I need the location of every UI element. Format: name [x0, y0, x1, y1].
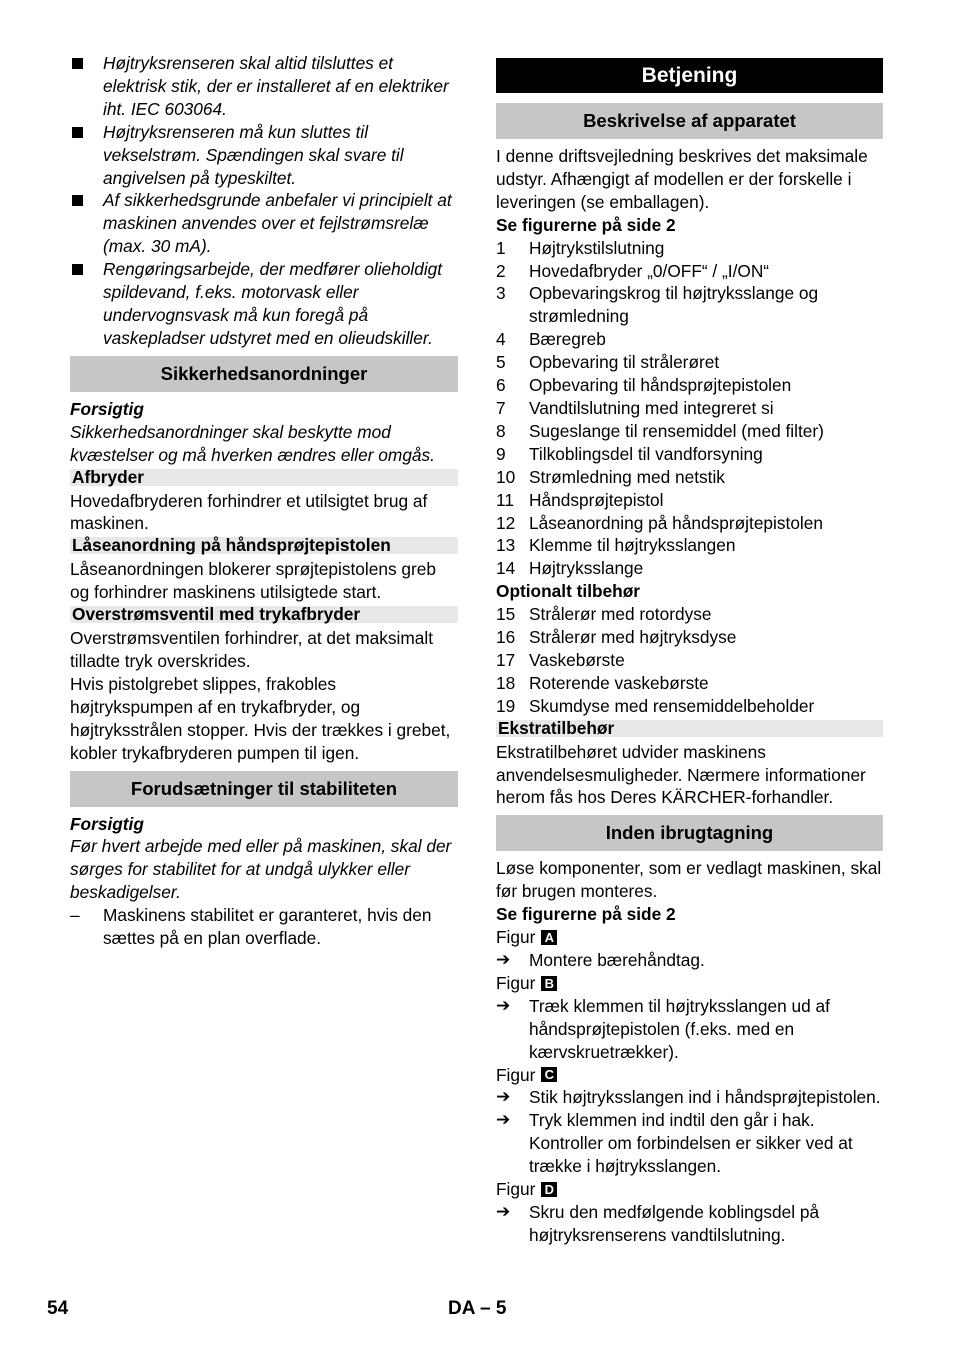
list-item-text: Strømledning med netstik	[529, 466, 725, 487]
figure-label: Figur	[496, 927, 536, 948]
list-item-text: Roterende vaskebørste	[529, 672, 709, 693]
list-item-number: 12	[496, 512, 516, 533]
chapter-heading-betjening: Betjening	[496, 58, 883, 93]
list-item-text: Skumdyse med rensemiddelbeholder	[529, 695, 815, 716]
figure-ref-d	[496, 1178, 883, 1201]
list-item-text: Højtryksslange	[529, 558, 644, 579]
dash-item	[70, 904, 458, 950]
instruction-step	[496, 995, 883, 1064]
paragraph: Hovedafbryderen forhindrer et utilsigtet brug af maskinen.	[70, 490, 428, 534]
step-text: Montere bærehåndtag.	[529, 950, 705, 970]
list-item-text: Håndsprøjtepistol	[529, 489, 664, 510]
page-label: DA – 5	[448, 1298, 507, 1319]
paragraph: Ekstratilbehøret udvider maskinens anvendelsesmuligheder. Nærmere informationer herom fås hos Deres KÄRCHER-forhandler.	[496, 741, 866, 808]
list-item	[496, 672, 883, 695]
list-item-number: 5	[496, 352, 506, 373]
list-item-number: 15	[496, 604, 516, 625]
list-item-text: Hovedafbryder „0/OFF“ / „I/ON“	[529, 260, 770, 281]
list-item	[496, 512, 883, 535]
list-item	[496, 443, 883, 466]
list-item-number: 11	[496, 489, 514, 510]
list-item-text: Strålerør med højtryksdyse	[529, 627, 737, 648]
list-item	[496, 420, 883, 443]
step-text: Træk klemmen til højtryksslangen ud af håndsprøjtepistolen (f.eks. med en kærvskruetrækker).	[529, 995, 830, 1062]
component-list	[496, 237, 883, 581]
subheading-laaseanordning: Låseanordning på håndsprøjtepistolen	[70, 537, 458, 554]
list-item	[496, 557, 883, 580]
optional-accessories-label: Optionalt tilbehør	[496, 581, 640, 602]
list-item	[496, 603, 883, 626]
bullet-item	[70, 52, 458, 121]
bullet-square-icon	[70, 189, 103, 258]
bullet-text: Rengøringsarbejde, der medfører olieholdigt spildevand, f.eks. motorvask eller undervognsvask må kun foregå på vaskepladser udstyret med en olieudskiller.	[103, 259, 443, 348]
figure-ref-c	[496, 1064, 883, 1087]
bullet-square-icon	[70, 258, 103, 350]
arrow-right-icon: ➔	[496, 995, 511, 1016]
caution-text: Før hvert arbejde med eller på maskinen, skal der sørges for stabilitet for at undgå ulykker eller beskadigelser.	[70, 836, 452, 903]
arrow-right-icon: ➔	[496, 950, 511, 970]
list-item-text: Opbevaringskrog til højtryksslange og strømledning	[529, 283, 819, 327]
bullet-item	[70, 189, 458, 258]
list-item-text: Vaskebørste	[529, 649, 625, 670]
instruction-step	[496, 1109, 883, 1178]
instruction-step	[496, 949, 883, 972]
caution-label: Forsigtig	[70, 813, 144, 834]
list-item-text: Vandtilslutning med integreret si	[529, 397, 774, 418]
instruction-step	[496, 1201, 883, 1247]
list-item-number: 2	[496, 260, 506, 281]
list-item-text: Låseanordning på håndsprøjtepistolen	[529, 512, 823, 533]
list-item-number: 9	[496, 443, 506, 464]
list-item-text: Bæregreb	[529, 329, 606, 350]
list-item	[496, 328, 883, 351]
list-item	[496, 466, 883, 489]
section-heading-sikkerhedsanordninger: Sikkerhedsanordninger	[70, 356, 458, 392]
left-column	[70, 52, 458, 950]
dash-marker: –	[70, 905, 80, 926]
list-item-number: 6	[496, 375, 506, 396]
paragraph: Løse komponenter, som er vedlagt maskinen, skal før brugen monteres.	[496, 858, 882, 902]
dash-text: Maskinens stabilitet er garanteret, hvis den sættes på en plan overflade.	[103, 905, 432, 949]
figure-letter-box: D	[541, 1182, 557, 1197]
see-figures-label: Se figurerne på side 2	[496, 214, 676, 235]
list-item-number: 18	[496, 672, 516, 693]
section-heading-inden-ibrugtagning: Inden ibrugtagning	[496, 815, 883, 851]
arrow-right-icon: ➔	[496, 1110, 511, 1131]
list-item	[496, 534, 883, 557]
list-item-text: Tilkoblingsdel til vandforsyning	[529, 443, 763, 464]
optional-list	[496, 603, 883, 718]
step-text: Skru den medfølgende koblingsdel på højtryksrenserens vandtilslutning.	[529, 1201, 820, 1245]
list-item	[496, 489, 883, 512]
list-item	[496, 282, 883, 328]
bullet-text: Højtryksrenseren må kun sluttes til vekselstrøm. Spændingen skal svare til angivelsen på typeskiltet.	[103, 121, 404, 188]
list-item-number: 16	[496, 627, 516, 648]
figure-label: Figur	[496, 1064, 536, 1085]
subheading-overstroemsventil: Overstrømsventil med trykafbryder	[70, 606, 458, 623]
step-text: Tryk klemmen ind indtil den går i hak. Kontroller om forbindelsen er sikker ved at trække i højtryksslangen.	[529, 1110, 853, 1177]
figure-ref-a	[496, 926, 883, 949]
list-item-number: 3	[496, 283, 506, 304]
list-item-number: 10	[496, 466, 516, 487]
list-item-number: 19	[496, 695, 516, 716]
subheading-afbryder: Afbryder	[70, 469, 458, 486]
step-text: Stik højtryksslangen ind i håndsprøjtepistolen.	[529, 1087, 881, 1108]
see-figures-label: Se figurerne på side 2	[496, 904, 676, 925]
bullet-text: Højtryksrenseren skal altid tilsluttes et elektrisk stik, der er installeret af en elektriker iht. IEC 603064.	[103, 53, 449, 119]
list-item-number: 14	[496, 558, 516, 579]
list-item	[496, 397, 883, 420]
list-item	[496, 260, 883, 283]
list-item-text: Sugeslange til rensemiddel (med filter)	[529, 420, 824, 441]
bullet-square-icon	[70, 121, 103, 190]
list-item-number: 1	[496, 237, 506, 258]
list-item-text: Opbevaring til håndsprøjtepistolen	[529, 375, 792, 396]
arrow-right-icon: ➔	[496, 1087, 511, 1108]
list-item-text: Opbevaring til strålerøret	[529, 352, 720, 373]
bullet-item	[70, 258, 458, 350]
list-item	[496, 649, 883, 672]
list-item	[496, 374, 883, 397]
subheading-ekstratilbehoer: Ekstratilbehør	[496, 720, 883, 737]
list-item-number: 8	[496, 420, 506, 441]
list-item	[496, 626, 883, 649]
section-heading-stabilitet: Forudsætninger til stabiliteten	[70, 771, 458, 807]
section-heading-beskrivelse: Beskrivelse af apparatet	[496, 103, 883, 139]
list-item	[496, 237, 883, 260]
list-item-number: 13	[496, 535, 516, 556]
figure-letter-box: C	[541, 1067, 557, 1082]
list-item	[496, 695, 883, 718]
right-column	[496, 52, 883, 1247]
caution-label: Forsigtig	[70, 398, 144, 419]
list-item-number: 17	[496, 649, 516, 670]
list-item-number: 7	[496, 397, 506, 418]
figure-label: Figur	[496, 1179, 536, 1200]
bullet-item	[70, 121, 458, 190]
paragraph: Overstrømsventilen forhindrer, at det maksimalt tilladte tryk overskrides.	[70, 628, 434, 672]
list-item	[496, 351, 883, 374]
arrow-right-icon: ➔	[496, 1201, 511, 1222]
figure-label: Figur	[496, 972, 536, 993]
bullet-text: Af sikkerhedsgrunde anbefaler vi principielt at maskinen anvendes over et fejlstrømsrelæ (max. 30 mA).	[103, 190, 452, 257]
paragraph: Låseanordningen blokerer sprøjtepistolens greb og forhindrer maskinens utilsigtede start.	[70, 559, 437, 603]
bullet-square-icon	[70, 52, 103, 121]
caution-text: Sikkerhedsanordninger skal beskytte mod kvæstelser og må hverken ændres eller omgås.	[70, 421, 435, 465]
figure-ref-b	[496, 972, 883, 995]
list-item-text: Strålerør med rotordyse	[529, 604, 712, 625]
paragraph: Hvis pistolgrebet slippes, frakobles højtrykspumpen af en trykafbryder, og højtryksstrålen stopper. Hvis der trækkes i grebet, kobler trykafbryderen pumpen til igen.	[70, 673, 451, 763]
paragraph: I denne driftsvejledning beskrives det maksimale udstyr. Afhængigt af modellen er der forskelle i leveringen (se emballagen).	[496, 146, 868, 212]
list-item-text: Højtrykstilslutning	[529, 237, 665, 258]
figure-letter-box: A	[541, 930, 557, 945]
list-item-number: 4	[496, 329, 506, 350]
figure-letter-box: B	[541, 976, 557, 991]
list-item-text: Klemme til højtryksslangen	[529, 535, 736, 556]
page-number: 54	[47, 1298, 69, 1319]
instruction-step	[496, 1086, 883, 1109]
